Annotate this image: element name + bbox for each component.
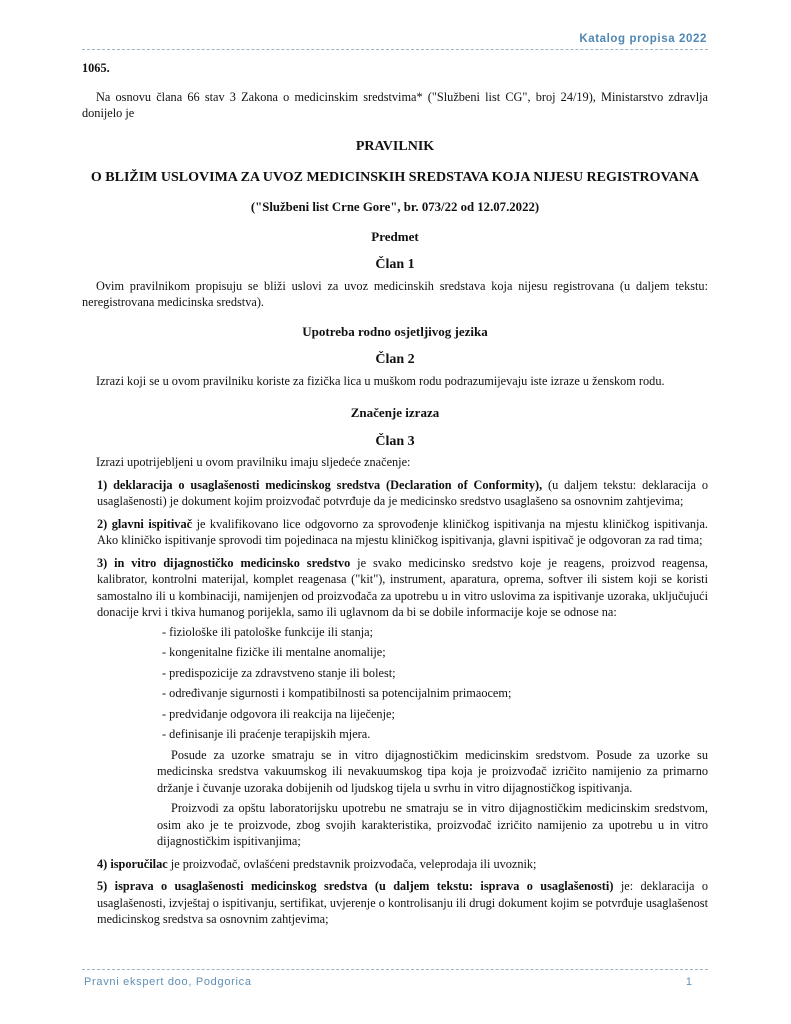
definition-item (97, 516, 708, 549)
definition-item (97, 878, 708, 928)
header-divider (82, 49, 708, 50)
bullet-item: - predviđanje odgovora ili reakcija na liječenje; (162, 706, 395, 721)
sub-paragraph: Proizvodi za opštu laboratorijsku upotrebu ne smatraju se in vitro dijagnostičkim medicinskim sredstvom, osim ako je te proizvode, zbog svojih karakteristika, proizvođač izričito namijenio za upotrebu u in vitro dijagnostičkim ispitivanjima; (157, 801, 708, 848)
definition-term: 1) deklaracija o usaglašenosti medicinskog sredstva (Declaration of Conformity), (97, 477, 543, 492)
section-heading-gender-language: Upotreba rodno osjetljivog jezika (302, 323, 488, 339)
preamble: Na osnovu člana 66 stav 3 Zakona o medicinskim sredstvima* ("Službeni list CG", broj 24/19), Ministarstvo zdravlja donijelo je (82, 89, 708, 120)
definition-term: 2) glavni ispitivač (97, 516, 193, 531)
bullet-item: - određivanje sigurnosti i kompatibilnosti sa potencijalnim primaocem; (162, 686, 512, 700)
definition-text: je svako medicinsko sredstvo koje je reagens, proizvod reagensa, kalibrator, kontrolni materijal, komplet reagenasa ("kit"), instrument, aparatura, oprema, softver ili sistem koji se koristi samostalno ili u kombinaciji, namijenjen od proizvođača za upotrebu u in vitro uslovima za ispitivanje uzoraka, uključujući donacije krvi i tkiva humanog porijekla, samo ili uglavnom da bi se dobile informacije koje se odnose na: (97, 555, 708, 619)
definition-item (97, 856, 708, 873)
document-body (82, 55, 708, 928)
bullet-item: - kongenitalne fizičke ili mentalne anomalije; (162, 645, 386, 659)
document-subtitle: O BLIŽIM USLOVIMA ZA UVOZ MEDICINSKIH SREDSTAVA KOJA NIJESU REGISTROVANA (90, 170, 700, 185)
footer-publisher: Pravni ekspert doo, Podgorica (84, 976, 252, 988)
document-title: PRAVILNIK (355, 138, 435, 154)
article-1-heading: Član 1 (375, 257, 415, 272)
definition-term: 4) isporučilac (97, 856, 168, 871)
article-3-heading: Član 3 (375, 433, 415, 449)
definition-text: (u daljem tekstu: deklaracija o usaglašenosti) je dokument kojim proizvođač potvrđuje da je medicinsko sredstvo usaglašeno sa osnovnim zahtjevima; (97, 477, 708, 508)
footer-divider (82, 969, 708, 970)
article-1-text: Ovim pravilnikom propisuju se bliži uslovi za uvoz medicinskih sredstava koja nijesu registrovana (u daljem tekstu: neregistrovana medicinska sredstva). (82, 278, 708, 309)
bullet-item: - fiziološke ili patološke funkcije ili stanja; (162, 624, 374, 639)
regulation-number: 1065. (82, 61, 110, 75)
definition-item (97, 555, 708, 621)
catalog-header: Katalog propisa 2022 (579, 33, 707, 45)
definition-text: je proizvođač, ovlašćeni predstavnik proizvođača, veleprodaja ili uvoznik; (167, 856, 537, 871)
section-heading-definitions: Značenje izraza (350, 405, 440, 420)
sub-paragraph: Posude za uzorke smatraju se in vitro dijagnostičkim medicinskim sredstvom. Posude za uzorke su medicinska sredstva vakuumskog ili nevakuumskog tipa koja je proizvođač izričito namijenio za primarno držanje i čuvanje uzoraka dobijenih od ljudskog tijela u svrhu in vitro dijagnostičkog ispitivanja. (157, 747, 708, 795)
definition-text: je kvalifikovano lice odgovorno za sprovođenje kliničkog ispitivanja na mjestu kliničkog ispitivanja. Ako kliničko ispitivanje sprovodi tim pojedinaca na mjestu kliničkog ispitivanja, glavni ispitivač je odgovoran za rad tima; (97, 516, 709, 547)
definition-term: 5) isprava o usaglašenosti medicinskog sredstva (u daljem tekstu: isprava o usaglašenosti) (97, 879, 614, 893)
definition-term: 3) in vitro dijagnostičko medicinsko sredstvo (97, 555, 351, 570)
bullet-list (162, 624, 708, 743)
page-number: 1 (685, 976, 692, 988)
gazette-reference: ("Službeni list Crne Gore", br. 073/22 od 12.07.2022) (250, 200, 540, 214)
bullet-item: - predispozicije za zdravstveno stanje ili bolest; (162, 665, 396, 680)
definition-item (97, 477, 708, 510)
article-3-intro: Izrazi upotrijebljeni u ovom pravilniku imaju sljedeće značenje: (96, 455, 411, 469)
bullet-item: - definisanje ili praćenje terapijskih mjera. (162, 727, 371, 741)
definition-text: je: deklaracija o usaglašenosti, izvještaj o ispitivanju, sertifikat, uvjerenje o kontrolisanju ili drugi dokument kojim se potvrđuje usaglašenost medicinskog sredstva sa osnovnim zahtjevima; (97, 879, 709, 926)
article-2-text: Izrazi koji se u ovom pravilniku koriste za fizička lica u muškom rodu podrazumijevaju iste izraze u ženskom rodu. (96, 373, 665, 388)
article-2-heading: Član 2 (375, 352, 415, 367)
section-heading-subject: Predmet (371, 228, 419, 244)
